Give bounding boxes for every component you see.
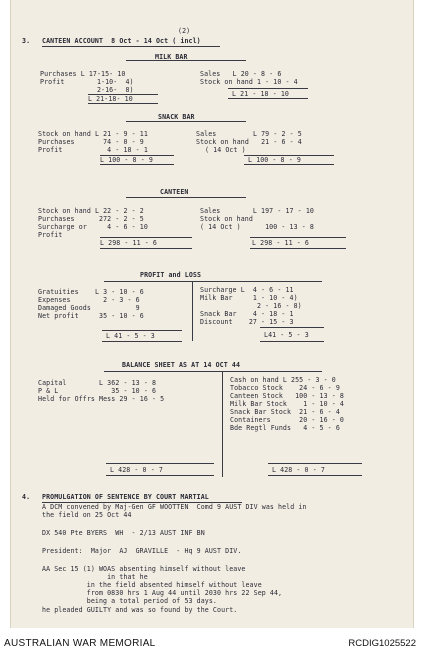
canteen-left-line: Purchases 272 - 2 - 5 bbox=[38, 215, 144, 223]
archive-footer bbox=[0, 628, 422, 654]
canteen-right-line: Sales L 197 - 17 - 10 bbox=[200, 207, 314, 215]
profit-loss-heading: PROFIT and LOSS bbox=[140, 271, 202, 279]
section-4-line: President: Major AJ GRAVILLE - Hq 9 AUST DIV. bbox=[42, 547, 242, 555]
rule bbox=[100, 164, 174, 165]
section-4-line: AA Sec 15 (1) WOAS absenting himself without leave bbox=[42, 565, 246, 573]
snack-bar-right-line: Stock on hand 21 - 6 - 4 bbox=[196, 138, 302, 146]
balance-left-line: Held for Offrs Mess 29 - 16 - 5 bbox=[38, 395, 165, 403]
profit-loss-left-line: Expenses 2 - 3 - 6 bbox=[38, 296, 140, 304]
section-4-line: in that he bbox=[42, 573, 148, 581]
section-4-line: in the field absented himself without leave bbox=[42, 581, 262, 589]
balance-right-line: Containers 20 - 16 - 0 bbox=[230, 416, 344, 424]
section-4-line: A DCM convened by Maj-Gen GF WOOTTEN Comd 9 AUST DIV was held in bbox=[42, 503, 307, 511]
profit-loss-right-line: 2 - 16 - 8) bbox=[200, 302, 302, 310]
profit-loss-left-total: L 41 - 5 - 3 bbox=[106, 332, 155, 340]
rule bbox=[244, 164, 334, 165]
section-4-line: DX 540 Pte BYERS WH - 2/13 AUST INF BN bbox=[42, 529, 205, 537]
canteen-right-total: L 298 - 11 - 6 bbox=[252, 239, 309, 247]
section-4-line: the field on 25 Oct 44 bbox=[42, 511, 132, 519]
milk-bar-right-line: Sales L 20 - 8 - 6 bbox=[200, 70, 282, 78]
snack-bar-right-line: ( 14 Oct ) bbox=[205, 146, 246, 154]
profit-loss-heading-rule bbox=[104, 281, 322, 282]
rule bbox=[260, 341, 324, 342]
balance-heading-rule bbox=[104, 371, 322, 372]
milk-bar-right-total: L 21 - 18 - 10 bbox=[232, 90, 289, 98]
profit-loss-divider bbox=[192, 281, 193, 341]
balance-right-line: Tobacco Stock 24 - 6 - 9 bbox=[230, 384, 340, 392]
canteen-left-total: L 298 - 11 - 6 bbox=[100, 239, 157, 247]
rule bbox=[100, 248, 192, 249]
milk-bar-right-line: Stock on hand 1 - 10 - 4 bbox=[200, 78, 298, 86]
balance-right-line: Canteen Stock 100 - 13 - 8 bbox=[230, 392, 344, 400]
snack-bar-heading: SNACK BAR bbox=[158, 113, 195, 121]
section-4-number: 4. bbox=[22, 493, 31, 501]
milk-bar-heading-rule bbox=[126, 60, 246, 61]
rule bbox=[106, 463, 214, 464]
profit-loss-right-line: Snack Bar 4 - 18 - 1 bbox=[200, 310, 294, 318]
rule bbox=[102, 330, 182, 331]
balance-right-line: Milk Bar Stock 1 - 10 - 4 bbox=[230, 400, 344, 408]
balance-left-total: L 428 - 0 - 7 bbox=[110, 466, 163, 474]
balance-divider bbox=[222, 371, 223, 477]
profit-loss-left-line: Damaged Goods 9 bbox=[38, 304, 140, 312]
footer-record-id: RCDIG1025522 bbox=[348, 638, 416, 649]
rule bbox=[102, 341, 182, 342]
rule bbox=[260, 327, 324, 328]
rule bbox=[106, 475, 214, 476]
rule bbox=[268, 475, 362, 476]
balance-right-total: L 428 - 0 - 7 bbox=[272, 466, 325, 474]
title-underline bbox=[42, 46, 220, 47]
profit-loss-left-line: Net profit 35 - 10 - 6 bbox=[38, 312, 144, 320]
footer-archive-name: AUSTRALIAN WAR MEMORIAL bbox=[4, 638, 156, 649]
snack-bar-right-total: L 100 - 8 - 9 bbox=[248, 156, 301, 164]
profit-loss-right-total: L41 - 5 - 3 bbox=[264, 331, 309, 339]
milk-bar-left-line: 2-16- 8) bbox=[40, 86, 134, 94]
profit-loss-right-line: Milk Bar 1 - 10 - 4) bbox=[200, 294, 298, 302]
rule bbox=[228, 88, 308, 89]
canteen-right-line: Stock on hand bbox=[200, 215, 253, 223]
section-3-title: CANTEEN ACCOUNT 8 Oct - 14 Oct ( incl) bbox=[42, 37, 201, 45]
milk-bar-left-line: Profit 1-10- 4) bbox=[40, 78, 134, 86]
snack-bar-right-line: Sales L 79 - 2 - 5 bbox=[196, 130, 302, 138]
canteen-heading: CANTEEN bbox=[160, 188, 189, 196]
rule bbox=[250, 237, 346, 238]
milk-bar-left-line: Purchases L 17-15- 10 bbox=[40, 70, 126, 78]
canteen-heading-rule bbox=[126, 197, 246, 198]
canteen-right-line: ( 14 Oct ) 100 - 13 - 8 bbox=[200, 223, 314, 231]
page-number: (2) bbox=[178, 27, 191, 35]
rule bbox=[228, 98, 308, 99]
section-4-title: PROMULGATION OF SENTENCE BY COURT MARTIAL bbox=[42, 493, 209, 501]
rule bbox=[250, 248, 346, 249]
canteen-left-line: Surcharge or 4 - 6 - 10 bbox=[38, 223, 148, 231]
section-4-line: being a total period of 53 days. bbox=[42, 597, 217, 605]
canteen-left-line: Stock on hand L 22 - 2 - 2 bbox=[38, 207, 144, 215]
balance-right-line: Bde Regtl Funds 4 - 5 - 6 bbox=[230, 424, 340, 432]
canteen-left-line: Profit bbox=[38, 231, 63, 239]
balance-left-line: P & L 35 - 10 - 6 bbox=[38, 387, 157, 395]
rule bbox=[100, 237, 192, 238]
balance-sheet-heading: BALANCE SHEET AS AT 14 OCT 44 bbox=[122, 361, 241, 369]
profit-loss-right-line: Discount 27 - 15 - 3 bbox=[200, 318, 294, 326]
balance-right-line: Cash on hand L 255 - 3 - 0 bbox=[230, 376, 336, 384]
profit-loss-right-line: Surcharge L 4 - 6 - 11 bbox=[200, 286, 294, 294]
snack-bar-left-line: Stock on hand L 21 - 9 - 11 bbox=[38, 130, 148, 138]
rule bbox=[88, 103, 158, 104]
snack-bar-left-line: Profit 4 - 18 - 1 bbox=[38, 146, 148, 154]
snack-bar-left-line: Purchases 74 - 0 - 9 bbox=[38, 138, 144, 146]
profit-loss-left-line: Gratuities L 3 - 10 - 6 bbox=[38, 288, 144, 296]
section-3-number: 3. bbox=[22, 37, 31, 45]
milk-bar-left-total: L 21-18- 10 bbox=[88, 95, 133, 103]
balance-left-line: Capital L 362 - 13 - 8 bbox=[38, 379, 157, 387]
balance-right-line: Snack Bar Stock 21 - 6 - 4 bbox=[230, 408, 340, 416]
snack-bar-left-total: L 100 - 8 - 9 bbox=[100, 156, 153, 164]
section-4-line: from 0830 hrs 1 Aug 44 until 2030 hrs 22 Sep 44, bbox=[42, 589, 283, 597]
rule bbox=[268, 463, 362, 464]
snack-bar-heading-rule bbox=[126, 121, 246, 122]
section-4-line: he pleaded GUILTY and was so found by the Court. bbox=[42, 606, 238, 614]
milk-bar-heading: MILK BAR bbox=[155, 53, 188, 61]
